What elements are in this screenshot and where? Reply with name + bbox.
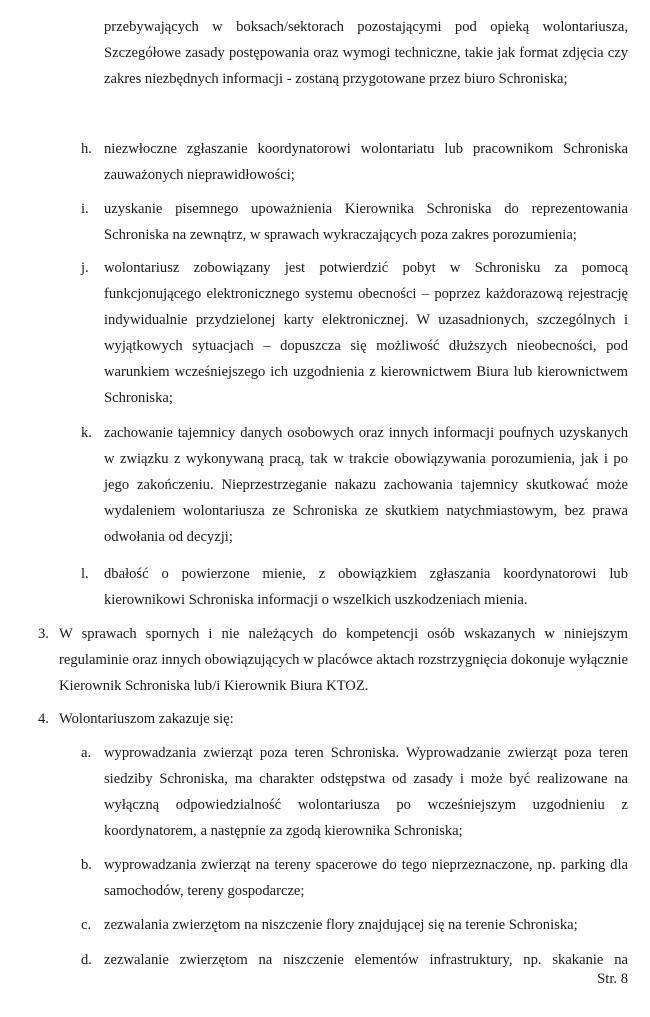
list-marker: j. <box>81 260 89 276</box>
list-item: dbałość o powierzone mienie, z obowiązkiem zgłaszania koordynatorowi lub kierownikowi Schroniska informacji o wszelkich uszkodzeniach mienia. <box>104 566 628 608</box>
list-item: wyprowadzania zwierząt poza teren Schroniska. Wyprowadzanie zwierząt poza teren siedziby Schroniska, ma charakter odstępstwa od zasady i może być realizowane na wyłączną odpowiedzialność wolontariusza po wcześniejszym uzgodnieniu z koordynatorem, a następnie za zgodą kierownika Schroniska; <box>104 745 628 839</box>
list-marker: k. <box>81 425 92 441</box>
list-item: zachowanie tajemnicy danych osobowych oraz innych informacji poufnych uzyskanych w związku z wykonywaną pracą, tak w trakcie obowiązywania porozumienia, jak i po jego zakończeniu. Nieprzestrzeganie nakazu zachowania tajemnicy skutkować może wydaleniem wolontariusza ze Schroniska ze skutkiem natychmiastowym, bez prawa odwołania od decyzji; <box>104 425 628 545</box>
list-item: uzyskanie pisemnego upoważnienia Kierownika Schroniska do reprezentowania Schroniska na zewnątrz, w sprawach wykraczających poza zakres porozumienia; <box>104 201 628 243</box>
list-item: wolontariusz zobowiązany jest potwierdzić pobyt w Schronisku za pomocą funkcjonującego elektronicznego systemu obecności – poprzez każdorazową rejestrację indywidualnie przydzielonej karty elektronicznej. W uzasadnionych, szczególnych i wyjątkowych sytuacjach – dopuszcza się możliwość dłuższych nieobecności, pod warunkiem wcześniejszego ich uzgodnienia z kierownictwem Biura lub kierownictwem Schroniska; <box>104 260 628 406</box>
list-marker: l. <box>81 566 89 582</box>
list-item: W sprawach spornych i nie należących do kompetencji osób wskazanych w niniejszym regulaminie oraz innych obowiązujących w placówce aktach rozstrzygnięcia dokonuje wyłącznie Kierownik Schroniska lub/i Kierownik Biura KTOZ. <box>59 626 628 694</box>
page-number: Str. 8 <box>597 971 628 987</box>
list-item: zezwalania zwierzętom na niszczenie flory znajdującej się na terenie Schroniska; <box>104 917 578 933</box>
continuation-paragraph: przebywających w boksach/sektorach pozostającymi pod opieką wolontariusza, Szczegółowe zasady postępowania oraz wymogi techniczne, takie jak format zdjęcia czy zakres niezbędnych informacji - zostaną przygotowane przez biuro Schroniska; <box>104 19 628 87</box>
list-marker: 3. <box>38 626 49 642</box>
list-marker: i. <box>81 201 89 217</box>
list-item: Wolontariuszom zakazuje się: <box>59 711 234 727</box>
list-marker: c. <box>81 917 92 933</box>
list-marker: b. <box>81 857 92 873</box>
list-marker: h. <box>81 141 92 157</box>
list-marker: d. <box>81 952 92 968</box>
list-item: niezwłoczne zgłaszanie koordynatorowi wolontariatu lub pracownikom Schroniska zauważonych nieprawidłowości; <box>104 141 628 183</box>
list-marker: a. <box>81 745 92 761</box>
list-item: wyprowadzania zwierząt na tereny spacerowe do tego nieprzeznaczone, np. parking dla samochodów, tereny gospodarcze; <box>104 857 628 899</box>
list-marker: 4. <box>38 711 49 727</box>
list-item: zezwalanie zwierzętom na niszczenie elementów infrastruktury, np. skakanie na <box>104 952 628 968</box>
